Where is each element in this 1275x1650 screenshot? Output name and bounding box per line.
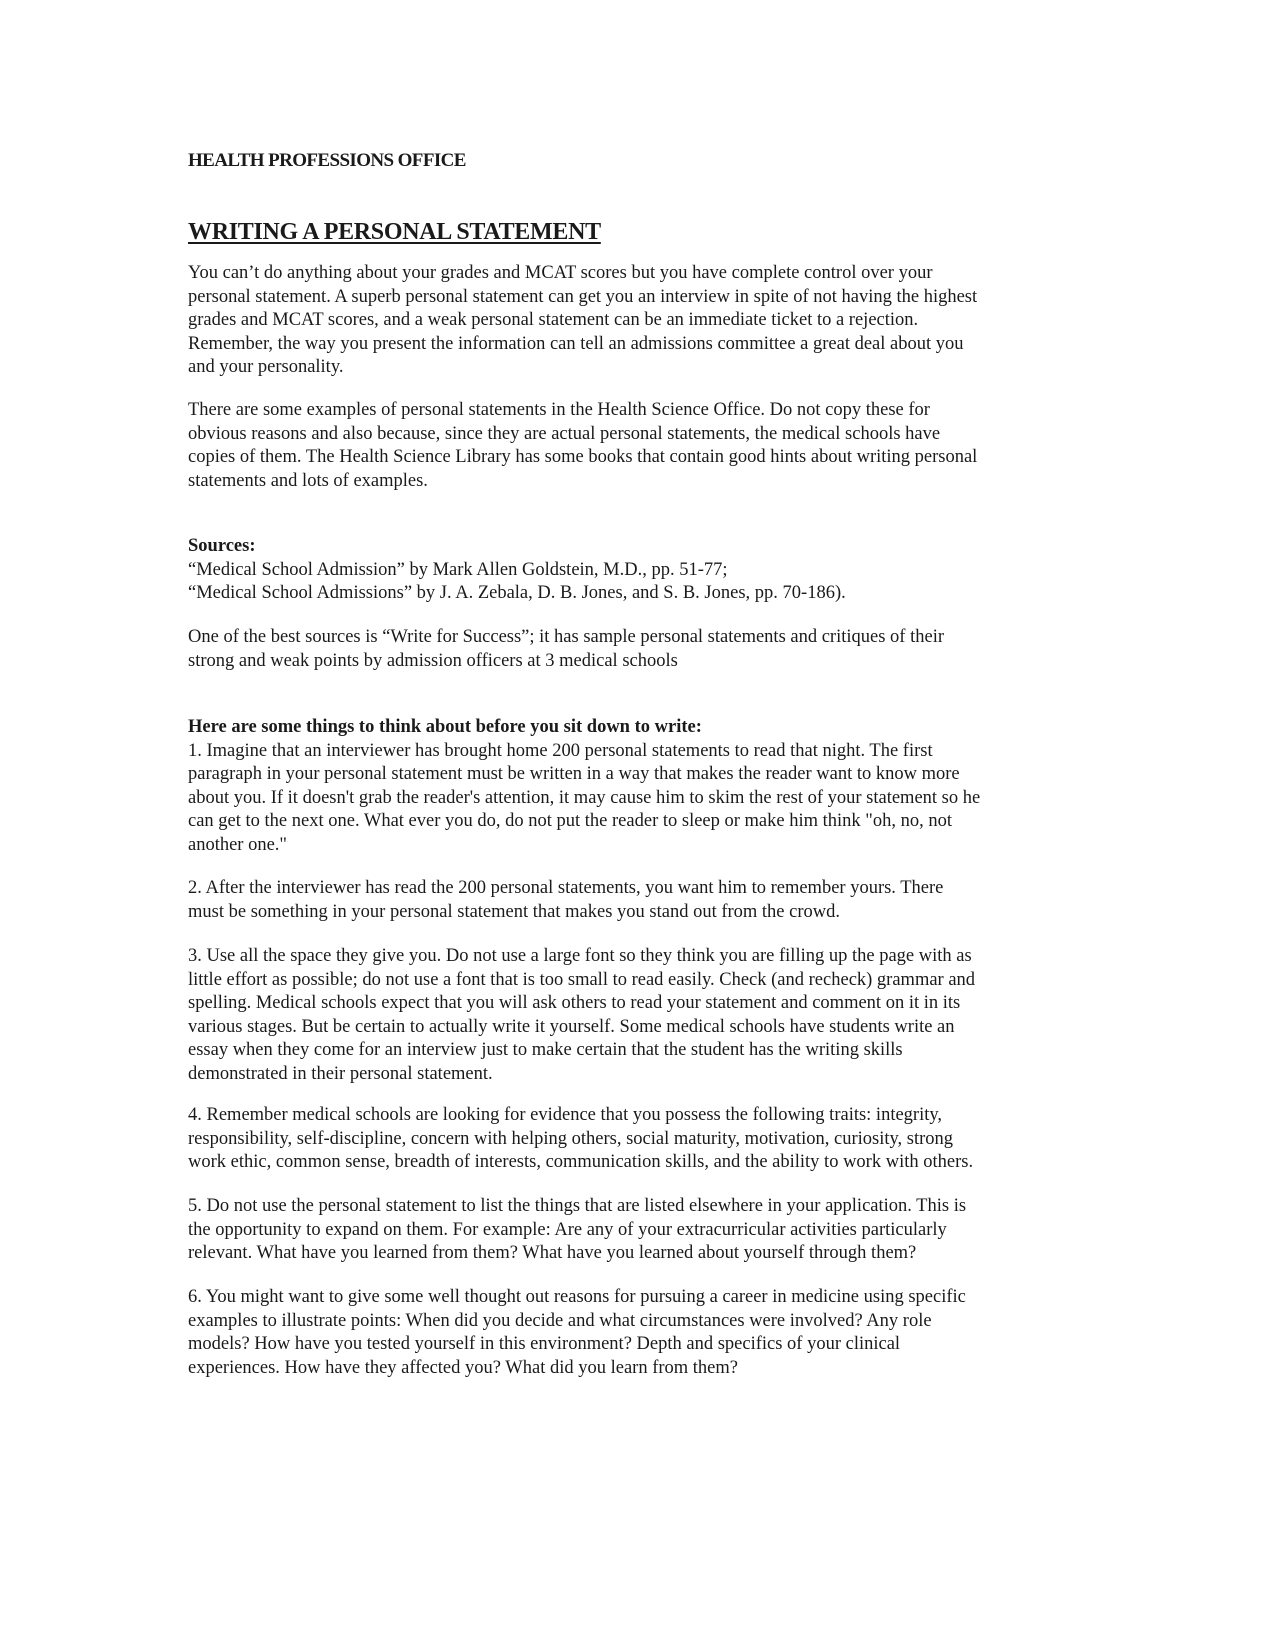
tip-3-line: demonstrated in their personal statement. [188,1063,493,1084]
tip-2-line: 2. After the interviewer has read the 200 personal statements, you want him to remember yours. There [188,878,944,898]
tips-heading: Here are some things to think about before you sit down to write: [188,717,702,737]
tip-5-line: the opportunity to expand on them. For example: Are any of your extracurricular activities particularly [188,1219,947,1240]
paragraph-line: copies of them. The Health Science Library has some books that contain good hints about writing personal [188,447,978,468]
tip-5-line: 5. Do not use the personal statement to list the things that are listed elsewhere in your application. This is [188,1196,967,1216]
examples-paragraph [188,399,1108,493]
tip-3-line: 3. Use all the space they give you. Do not use a large font so they think you are filling up the page with as [188,946,972,966]
tip-5-line: relevant. What have you learned from them? What have you learned about yourself through them? [188,1243,917,1264]
paragraph-line: statements and lots of examples. [188,470,428,491]
paragraph-line: grades and MCAT scores, and a weak personal statement can be an immediate ticket to a rejection. [188,310,919,331]
paragraph-line: obvious reasons and also because, since they are actual personal statements, the medical schools have [188,423,941,444]
tips-section [188,716,1108,858]
tip-6-line: models? How have you tested yourself in this environment? Depth and specifics of your clinical [188,1334,901,1355]
paragraph-line: and your personality. [188,357,344,378]
tip-3-line: little effort as possible; do not use a font that is too small to read easily. Check (and recheck) grammar and [188,969,976,990]
source-citation: “Medical School Admissions” by J. A. Zebala, D. B. Jones, and S. B. Jones, pp. 70-186). [188,583,846,604]
tip-1-line: paragraph in your personal statement must be written in a way that makes the reader want to know more [188,764,960,785]
tip-1-line: can get to the next one. What ever you do, do not put the reader to sleep or make him think "oh, no, not [188,811,952,832]
tip-6 [188,1286,1108,1380]
tip-1-line: another one." [188,834,287,855]
sources-heading: Sources: [188,536,256,556]
document-page [188,0,1108,1650]
paragraph-line: One of the best sources is “Write for Success”; it has sample personal statements and critiques of their [188,627,944,647]
tip-4 [188,1104,1108,1175]
tip-3-line: various stages. But be certain to actually write it yourself. Some medical schools have students write an [188,1016,955,1037]
tip-2 [188,877,1108,924]
paragraph-line: personal statement. A superb personal statement can get you an interview in spite of not having the highest [188,286,978,307]
paragraph-line: strong and weak points by admission officers at 3 medical schools [188,650,678,671]
office-heading: HEALTH PROFESSIONS OFFICE [188,150,466,171]
source-citation: “Medical School Admission” by Mark Allen Goldstein, M.D., pp. 51-77; [188,559,728,580]
tip-3-line: spelling. Medical schools expect that you will ask others to read your statement and comment on it in its [188,993,961,1014]
tip-4-line: 4. Remember medical schools are looking for evidence that you possess the following traits: integrity, [188,1105,943,1125]
tip-6-line: examples to illustrate points: When did you decide and what circumstances were involved? Any role [188,1310,932,1331]
tip-1-line: 1. Imagine that an interviewer has brought home 200 personal statements to read that night. The first [188,740,933,761]
tip-1-line: about you. If it doesn't grab the reader's attention, it may cause him to skim the rest of your statement so he [188,787,981,808]
tip-3-line: essay when they come for an interview just to make certain that the student has the writing skills [188,1040,903,1061]
paragraph-line: You can’t do anything about your grades and MCAT scores but you have complete control over your [188,263,933,283]
best-source-paragraph [188,626,1108,673]
tip-5 [188,1195,1108,1266]
intro-paragraph [188,262,1108,380]
paragraph-line: Remember, the way you present the information can tell an admissions committee a great deal about you [188,333,964,354]
paragraph-line: There are some examples of personal statements in the Health Science Office. Do not copy these for [188,400,930,420]
tip-3 [188,945,1108,1087]
document-title: WRITING A PERSONAL STATEMENT [188,219,601,245]
tip-2-line: must be something in your personal statement that makes you stand out from the crowd. [188,901,840,922]
tip-4-line: work ethic, common sense, breadth of interests, communication skills, and the ability to work with others. [188,1152,974,1173]
tip-6-line: experiences. How have they affected you? What did you learn from them? [188,1357,738,1378]
tip-6-line: 6. You might want to give some well thought out reasons for pursuing a career in medicine using specific [188,1287,966,1307]
sources-section [188,535,1108,606]
tip-4-line: responsibility, self-discipline, concern with helping others, social maturity, motivation, curiosity, strong [188,1128,954,1149]
